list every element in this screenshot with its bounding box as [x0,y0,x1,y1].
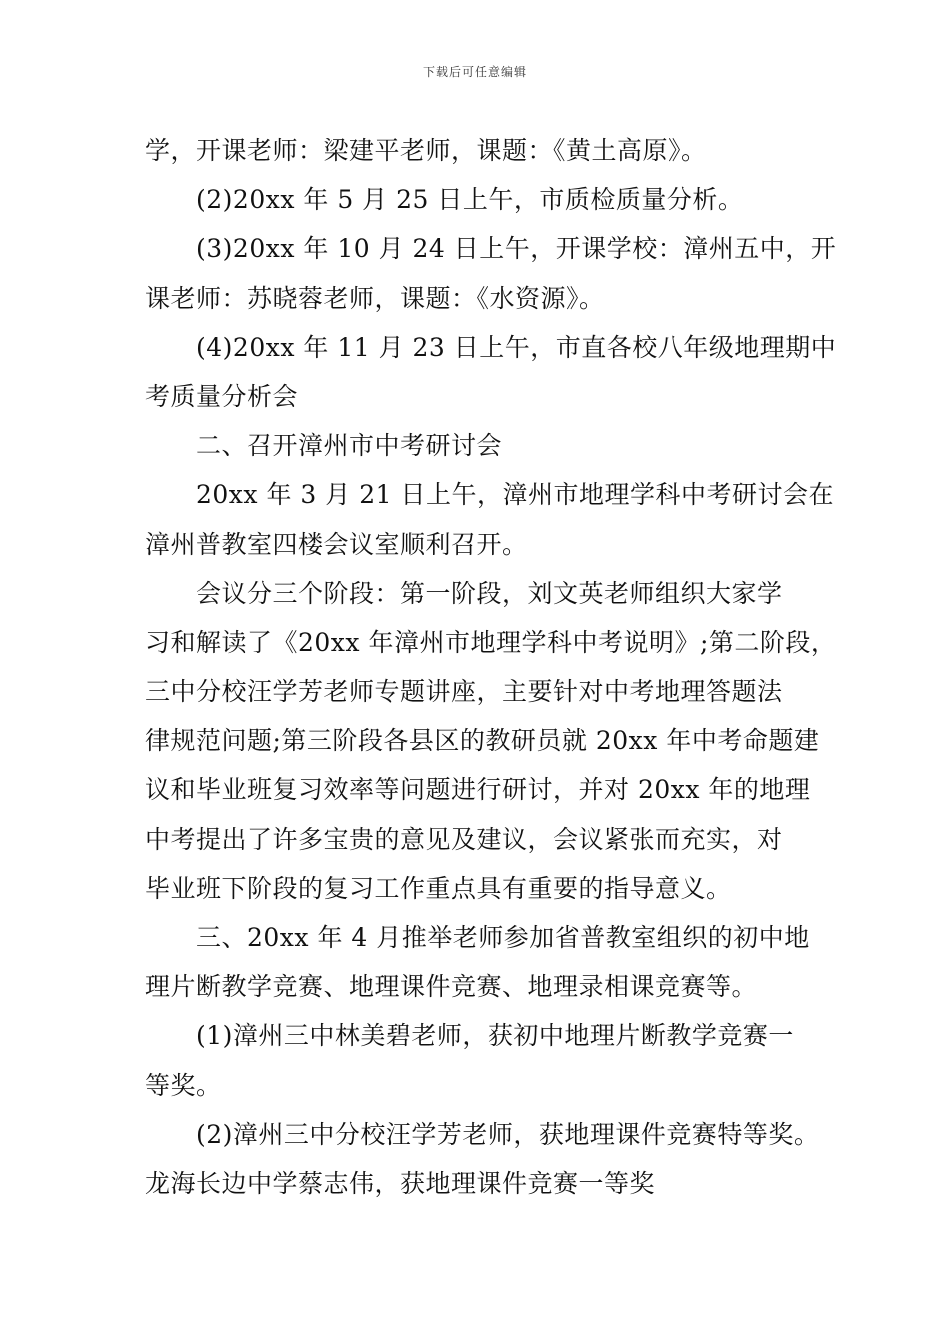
text-line: 学，开课老师：梁建平老师，课题：《黄土高原》。 [145,136,707,165]
text-line: 会议分三个阶段：第一阶段，刘文英老师组织大家学 [196,578,783,608]
text-line: 课老师：苏晓蓉老师，课题：《水资源》。 [145,283,605,313]
text-line: (2)漳州三中分校汪学芳老师，获地理课件竞赛特等奖。 [196,1119,820,1149]
text-line: 考质量分析会 [145,381,299,411]
text-line: (1)漳州三中林美碧老师，获初中地理片断教学竞赛一 [196,1021,794,1051]
text-line: (3)20xx 年 10 月 24 日上午，开课学校：漳州五中，开 [196,234,837,264]
section-heading: 三、20xx 年 4 月推举老师参加省普教室组织的初中地 [196,923,810,952]
text-line: 漳州普教室四楼会议室顺利召开。 [145,529,528,559]
text-line: 三中分校汪学芳老师专题讲座，主要针对中考地理答题法 [145,677,783,707]
section-heading: 二、召开漳州市中考研讨会 [196,431,503,461]
page-header: 下载后可任意编辑 [422,65,527,79]
text-line: 中考提出了许多宝贵的意见及建议，会议紧张而充实，对 [145,824,783,854]
text-line: (4)20xx 年 11 月 23 日上午，市直各校八年级地理期中 [196,332,837,362]
text-line: 龙海长边中学蔡志伟，获地理课件竞赛一等奖 [145,1168,656,1198]
text-line: 习和解读了《20xx 年漳州市地理学科中考说明》;第二阶段， [145,627,837,657]
text-line: 等奖。 [145,1070,222,1100]
text-line: 毕业班下阶段的复习工作重点具有重要的指导意义。 [145,873,732,903]
text-line: 议和毕业班复习效率等问题进行研讨，并对 20xx 年的地理 [145,775,811,805]
text-line: 理片断教学竞赛、地理课件竞赛、地理录相课竞赛等。 [145,972,758,1002]
text-line: (2)20xx 年 5 月 25 日上午，市质检质量分析。 [196,185,744,215]
document-body [145,126,837,1208]
text-line: 20xx 年 3 月 21 日上午，漳州市地理学科中考研讨会在 [196,480,834,510]
text-line: 律规范问题;第三阶段各县区的教研员就 20xx 年中考命题建 [145,726,820,756]
